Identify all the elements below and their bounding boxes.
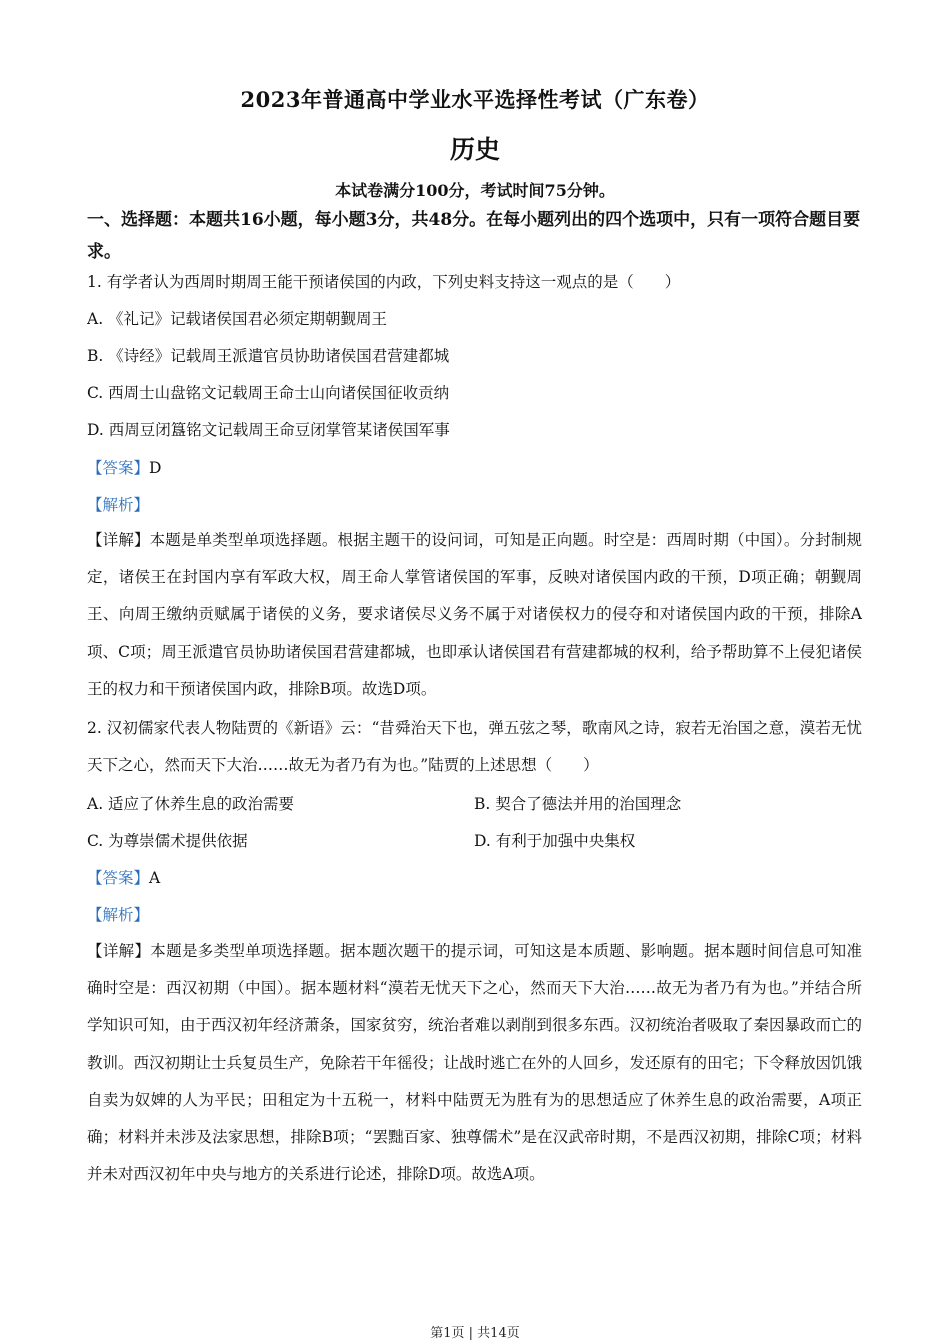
answer-tag: 【答案】 xyxy=(87,869,150,887)
detail-text: 本题是单类型单项选择题。根据主题干的设问词，可知是正向题。时空是：西周时期（中国）。分封制规定，诸侯王在封国内享有军政大权，周王命人掌管诸侯国的军事，反映对诸侯国内政的干预，D项正确；朝觐周王、向周王缴纳贡赋属于诸侯的义务，要求诸侯尽义务不属于对诸侯权力的侵夺和对诸侯国内政的干预，排除A项、C项；周王派遣官员协助诸侯国君营建都城，也即承认诸侯国君有营建都城的权利，给予帮助算不上侵犯诸侯王的权力和干预诸侯国内政，排除B项。故选D项。 xyxy=(87,531,862,698)
question-2-option-a: A. 适应了休养生息的政治需要 xyxy=(87,795,295,813)
detail-tag: 【详解】 xyxy=(87,531,150,549)
detail-tag: 【详解】 xyxy=(87,942,151,960)
analysis-tag: 【解析】 xyxy=(87,906,150,924)
question-1-analysis xyxy=(87,493,862,515)
section-heading: 一、选择题：本题共16小题，每小题3分，共48分。在每小题列出的四个选项中，只有一项符合题目要求。 xyxy=(87,210,861,262)
question-1-option-a: A. 《礼记》记载诸侯国君必须定期朝觐周王 xyxy=(87,310,388,328)
question-1-stem: 1. 有学者认为西周时期周王能干预诸侯国的内政，下列史料支持这一观点的是（ ） xyxy=(87,273,681,291)
answer-value: A xyxy=(149,869,161,887)
question-1-answer xyxy=(87,456,862,478)
question-2-analysis xyxy=(87,903,862,925)
answer-tag: 【答案】 xyxy=(87,459,150,477)
subject-title: 历史 xyxy=(449,135,500,164)
exam-title: 2023年普通高中学业水平选择性考试（广东卷） xyxy=(240,87,710,112)
question-2-stem: 2. 汉初儒家代表人物陆贾的《新语》云：“昔舜治天下也，弹五弦之琴，歌南风之诗，寂若无治国之意，漠若无忧天下之心，然而天下大治……故无为者乃有为也。”陆贾的上述思想（ ） xyxy=(87,719,862,775)
answer-value: D xyxy=(149,459,162,477)
question-2-answer xyxy=(87,866,862,888)
question-1-option-b: B. 《诗经》记载周王派遣官员协助诸侯国君营建都城 xyxy=(87,347,450,365)
question-1-option-d: D. 西周豆闭簋铭文记载周王命豆闭掌管某诸侯国军事 xyxy=(87,421,450,439)
question-2-option-d: D. 有利于加强中央集权 xyxy=(474,832,636,850)
question-1-option-c: C. 西周士山盘铭文记载周王命士山向诸侯国征收贡纳 xyxy=(87,384,450,402)
question-2-option-c: C. 为尊崇儒术提供依据 xyxy=(87,832,248,850)
question-2-option-b: B. 契合了德法并用的治国理念 xyxy=(474,795,682,813)
analysis-tag: 【解析】 xyxy=(87,496,150,514)
detail-text: 本题是多类型单项选择题。据本题次题干的提示词，可知这是本质题、影响题。据本题时间信息可知准确时空是：西汉初期（中国）。据本题材料“漠若无忧天下之心，然而天下大治……故无为者乃有为也。”并结合所学知识可知，由于西汉初年经济萧条，国家贫穷，统治者难以剥削到很多东西。汉初统治者吸取了秦因暴政而亡的教训。西汉初期让士兵复员生产，免除若干年徭役；让战时逃亡在外的人回乡，发还原有的田宅；下令释放因饥饿自卖为奴婢的人为平民；田租定为十五税一，材料中陆贾无为胜有为的思想适应了休养生息的政治需要，A项正确；材料并未涉及法家思想，排除B项；“罢黜百家、独尊儒术”是在汉武帝时期，不是西汉初期，排除C项；材料并未对西汉初年中央与地方的关系进行论述，排除D项。故选A项。 xyxy=(87,942,863,1184)
exam-note: 本试卷满分100分，考试时间75分钟。 xyxy=(335,181,615,200)
question-2-detail xyxy=(87,933,862,1193)
page-footer: 第1页 | 共14页 xyxy=(430,1326,520,1341)
question-1-detail xyxy=(87,522,862,708)
